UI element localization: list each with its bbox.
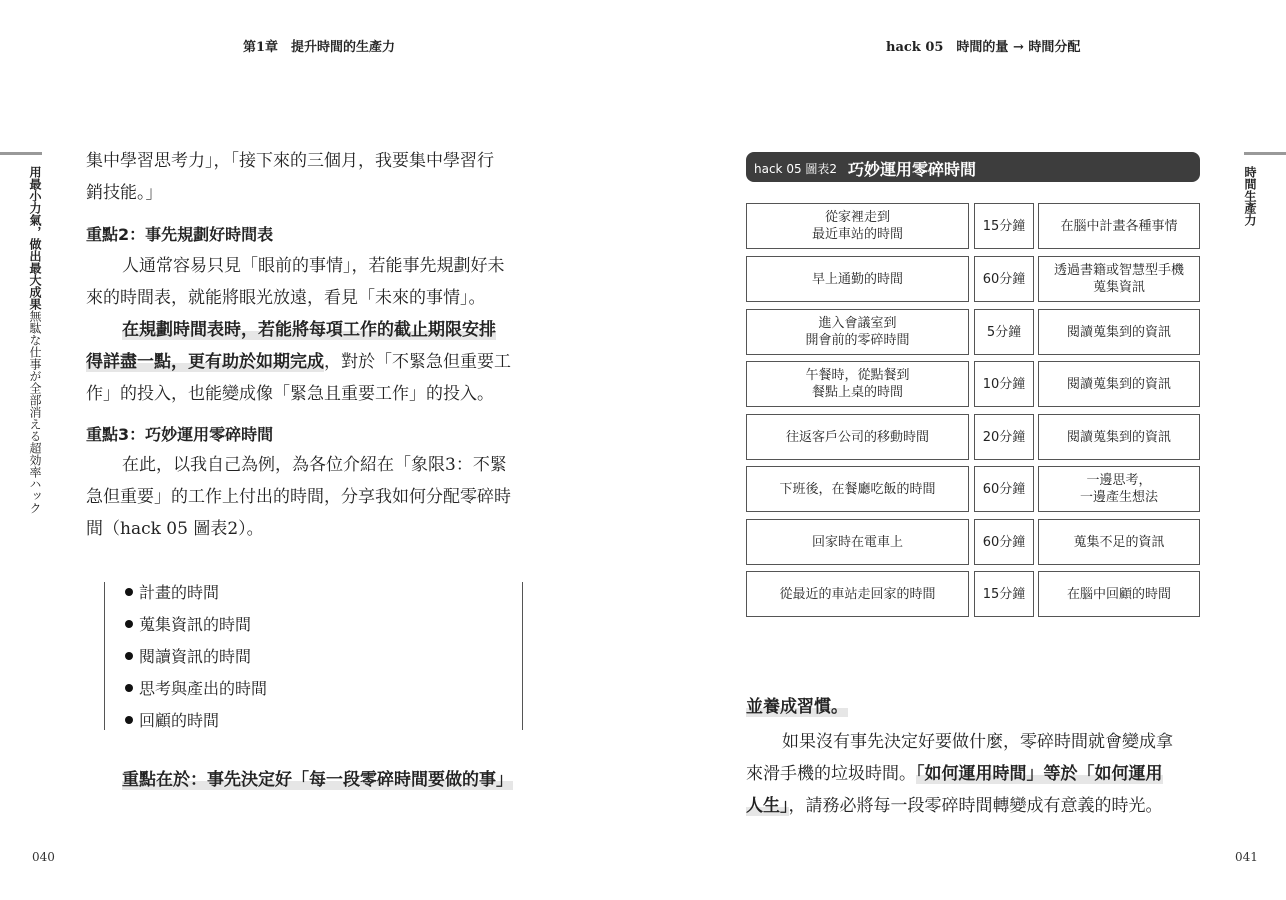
table-cell-activity: 在腦中回顧的時間 bbox=[1038, 571, 1200, 617]
para4-line2: 急但重要」的工作上付出的時間，分享我如何分配零碎時 bbox=[86, 487, 511, 507]
list-item: 回顧的時間 bbox=[125, 711, 219, 731]
para3-line1-bold: 在規劃時間表時，若能將每項工作的截止期限安排 bbox=[122, 320, 496, 340]
table-cell-when: 午餐時，從點餐到 餐點上桌的時間 bbox=[746, 361, 969, 407]
table-cell-when: 從最近的車站走回家的時間 bbox=[746, 571, 969, 617]
right-page-number: 041 bbox=[1235, 850, 1258, 864]
table-cell-duration: 5分鐘 bbox=[974, 309, 1034, 355]
right-para1: 並養成習慣。 bbox=[746, 697, 848, 717]
left-side-title bbox=[28, 166, 42, 514]
table-cell-activity: 蒐集不足的資訊 bbox=[1038, 519, 1200, 565]
para3-line2 bbox=[86, 346, 511, 378]
para1-line2: 銷技能。」 bbox=[86, 183, 163, 203]
right-para2-line3: 人生」，請務必將每一段零碎時間轉變成有意義的時光。 bbox=[746, 796, 1163, 816]
side-title-normal: 無駄な仕事が全部消える超効率ハック bbox=[28, 310, 42, 514]
table-cell-when: 從家裡走到 最近車站的時間 bbox=[746, 203, 969, 249]
bullet-icon bbox=[125, 684, 133, 692]
left-running-header: 第1章 提升時間的生產力 bbox=[243, 40, 396, 55]
para3-line1 bbox=[122, 314, 496, 346]
right-para2-line2: 來滑手機的垃圾時間。「如何運用時間」等於「如何運用 bbox=[746, 764, 1163, 784]
bullet-icon bbox=[125, 620, 133, 628]
para3-line2-bold: 得詳盡一點，更有助於如期完成 bbox=[86, 352, 324, 372]
table-cell-duration: 15分鐘 bbox=[974, 571, 1034, 617]
point2-heading: 重點2：事先規劃好時間表 bbox=[86, 225, 274, 244]
table-cell-duration: 10分鐘 bbox=[974, 361, 1034, 407]
right-side-tab-bar bbox=[1244, 152, 1286, 155]
table-cell-activity: 閱讀蒐集到的資訊 bbox=[1038, 414, 1200, 460]
figure-title-bar bbox=[746, 152, 1200, 182]
table-cell-activity: 在腦中計畫各種事情 bbox=[1038, 203, 1200, 249]
table-cell-activity: 一邊思考， 一邊產生想法 bbox=[1038, 466, 1200, 512]
key-point: 重點在於：事先決定好「每一段零碎時間要做的事」 bbox=[122, 770, 513, 790]
table-cell-duration: 15分鐘 bbox=[974, 203, 1034, 249]
bullet-icon bbox=[125, 716, 133, 724]
table-cell-duration: 60分鐘 bbox=[974, 519, 1034, 565]
bullet-icon bbox=[125, 652, 133, 660]
right-running-header: hack 05 時間的量 → 時間分配 bbox=[886, 40, 1081, 55]
table-cell-duration: 60分鐘 bbox=[974, 256, 1034, 302]
bullet-icon bbox=[125, 588, 133, 596]
table-cell-when: 回家時在電車上 bbox=[746, 519, 969, 565]
figure-title: 巧妙運用零碎時間 bbox=[848, 160, 977, 179]
para3-line2-rest: ，對於「不緊急但重要工 bbox=[324, 352, 511, 372]
table-cell-when: 進入會議室到 開會前的零碎時間 bbox=[746, 309, 969, 355]
table-cell-duration: 20分鐘 bbox=[974, 414, 1034, 460]
right-side-title: 時間生產力 bbox=[1243, 166, 1257, 226]
left-page-number: 040 bbox=[32, 850, 55, 864]
list-item: 蒐集資訊的時間 bbox=[125, 615, 251, 635]
para2-line2: 來的時間表，就能將眼光放遠，看見「未來的事情」。 bbox=[86, 288, 486, 308]
right-para2-line1: 如果沒有事先決定好要做什麼，零碎時間就會變成拿 bbox=[782, 732, 1173, 752]
table-cell-activity: 閱讀蒐集到的資訊 bbox=[1038, 361, 1200, 407]
time-category-list bbox=[104, 582, 523, 730]
table-cell-when: 往返客戶公司的移動時間 bbox=[746, 414, 969, 460]
list-item: 思考與產出的時間 bbox=[125, 679, 267, 699]
table-cell-when: 早上通勤的時間 bbox=[746, 256, 969, 302]
table-cell-when: 下班後，在餐廳吃飯的時間 bbox=[746, 466, 969, 512]
para4-line1: 在此，以我自己為例，為各位介紹在「象限3：不緊 bbox=[122, 455, 507, 475]
list-item: 計畫的時間 bbox=[125, 583, 219, 603]
point3-heading: 重點3：巧妙運用零碎時間 bbox=[86, 425, 274, 444]
para1-line1: 集中學習思考力」，「接下來的三個月，我要集中學習行 bbox=[86, 151, 494, 171]
figure-label: hack 05 圖表2 bbox=[754, 162, 838, 176]
left-side-tab-bar bbox=[0, 152, 42, 155]
para2-line1: 人通常容易只見「眼前的事情」，若能事先規劃好未 bbox=[122, 256, 505, 276]
table-cell-activity: 透過書籍或智慧型手機 蒐集資訊 bbox=[1038, 256, 1200, 302]
para3-line3: 作」的投入，也能變成像「緊急且重要工作」的投入。 bbox=[86, 384, 494, 404]
table-cell-duration: 60分鐘 bbox=[974, 466, 1034, 512]
side-title-bold: 用最小力氣，做出最大成果 bbox=[28, 166, 42, 310]
table-cell-activity: 閱讀蒐集到的資訊 bbox=[1038, 309, 1200, 355]
para4-line3: 間（hack 05 圖表2）。 bbox=[86, 519, 264, 539]
list-item: 閱讀資訊的時間 bbox=[125, 647, 251, 667]
